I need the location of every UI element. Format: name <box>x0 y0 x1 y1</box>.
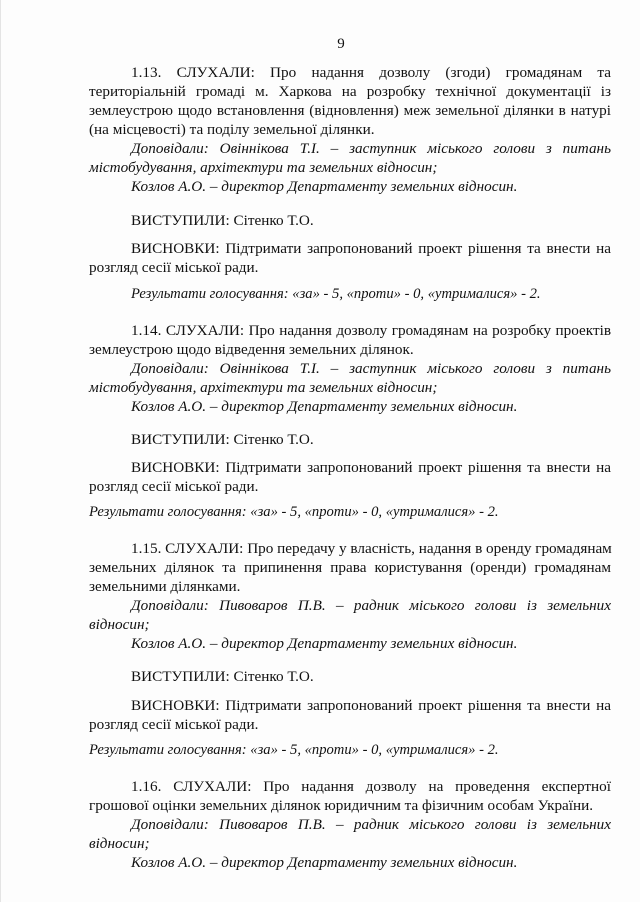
item-1-14-reporter-line-2: містобудування, архітектури та земельних відносин; <box>89 379 438 396</box>
item-1-15-heard-line-2: земельних ділянок та припинення права користування (оренди) громадянам <box>89 559 611 576</box>
item-1-14-spoke: ВИСТУПИЛИ: Сітенко Т.О. <box>131 431 314 448</box>
item-1-13-heard-line-4: (на місцевості) та поділу земельної ділянки. <box>89 121 375 138</box>
item-1-14-reporter-line-3: Козлов А.О. – директор Департаменту земельних відносин. <box>131 398 518 415</box>
item-1-15-conclusions-line-2: розгляд сесії міської ради. <box>89 716 259 733</box>
item-1-14-voting: Результати голосування: «за» - 5, «проти» - 0, «утрималися» - 2. <box>89 504 499 520</box>
item-1-15-reporter-line-3: Козлов А.О. – директор Департаменту земельних відносин. <box>131 635 518 652</box>
item-1-14-heard-line-1: 1.14. СЛУХАЛИ: Про надання дозволу громадянам на розробку проектів <box>131 322 611 339</box>
item-1-14-conclusions-line-1: ВИСНОВКИ: Підтримати запропонований проект рішення та внести на <box>131 459 611 476</box>
item-1-14-reporter-line-1: Доповідали: Овіннікова Т.І. – заступник міського голови з питань <box>131 360 611 377</box>
item-1-13-reporter-line-1: Доповідали: Овіннікова Т.І. – заступник міського голови з питань <box>131 140 611 157</box>
item-1-16-reporter-line-2: відносин; <box>89 835 150 852</box>
item-1-13-heard-line-2: територіальній громаді м. Харкова на розробку технічної документації із <box>89 83 611 100</box>
page-number: 9 <box>337 36 345 52</box>
item-1-13-reporter-line-3: Козлов А.О. – директор Департаменту земельних відносин. <box>131 178 518 195</box>
item-1-15-conclusions-line-1: ВИСНОВКИ: Підтримати запропонований проект рішення та внести на <box>131 697 611 714</box>
item-1-16-reporter-line-1: Доповідали: Пивоваров П.В. – радник міського голови із земельних <box>131 816 611 833</box>
item-1-15-reporter-line-1: Доповідали: Пивоваров П.В. – радник міського голови із земельних <box>131 597 611 614</box>
item-1-15-reporter-line-2: відносин; <box>89 616 150 633</box>
item-1-15-voting: Результати голосування: «за» - 5, «проти» - 0, «утрималися» - 2. <box>89 742 499 758</box>
item-1-15-heard-line-3: земельними ділянками. <box>89 578 241 595</box>
item-1-14-conclusions-line-2: розгляд сесії міської ради. <box>89 478 259 495</box>
item-1-13-heard-line-1: 1.13. СЛУХАЛИ: Про надання дозволу (згоди) громадянам та <box>131 64 611 81</box>
item-1-16-heard-line-2: грошової оцінки земельних ділянок юридичним та фізичним особам України. <box>89 797 594 814</box>
item-1-13-conclusions-line-1: ВИСНОВКИ: Підтримати запропонований проект рішення та внести на <box>131 240 611 257</box>
item-1-14-heard-line-2: землеустрою щодо відведення земельних ділянок. <box>89 341 414 358</box>
item-1-16-heard-line-1: 1.16. СЛУХАЛИ: Про надання дозволу на проведення експертної <box>131 778 611 795</box>
item-1-15-spoke: ВИСТУПИЛИ: Сітенко Т.О. <box>131 668 314 685</box>
item-1-15-heard-line-1: 1.15. СЛУХАЛИ: Про передачу у власність, надання в оренду громадянам <box>131 540 612 557</box>
item-1-13-spoke: ВИСТУПИЛИ: Сітенко Т.О. <box>131 212 314 229</box>
item-1-13-reporter-line-2: містобудування, архітектури та земельних відносин; <box>89 159 438 176</box>
item-1-13-voting: Результати голосування: «за» - 5, «проти» - 0, «утрималися» - 2. <box>131 286 541 302</box>
item-1-16-reporter-line-3: Козлов А.О. – директор Департаменту земельних відносин. <box>131 854 518 871</box>
item-1-13-conclusions-line-2: розгляд сесії міської ради. <box>89 259 259 276</box>
item-1-13-heard-line-3: землеустрою щодо встановлення (відновлення) меж земельної ділянки в натурі <box>89 102 611 119</box>
